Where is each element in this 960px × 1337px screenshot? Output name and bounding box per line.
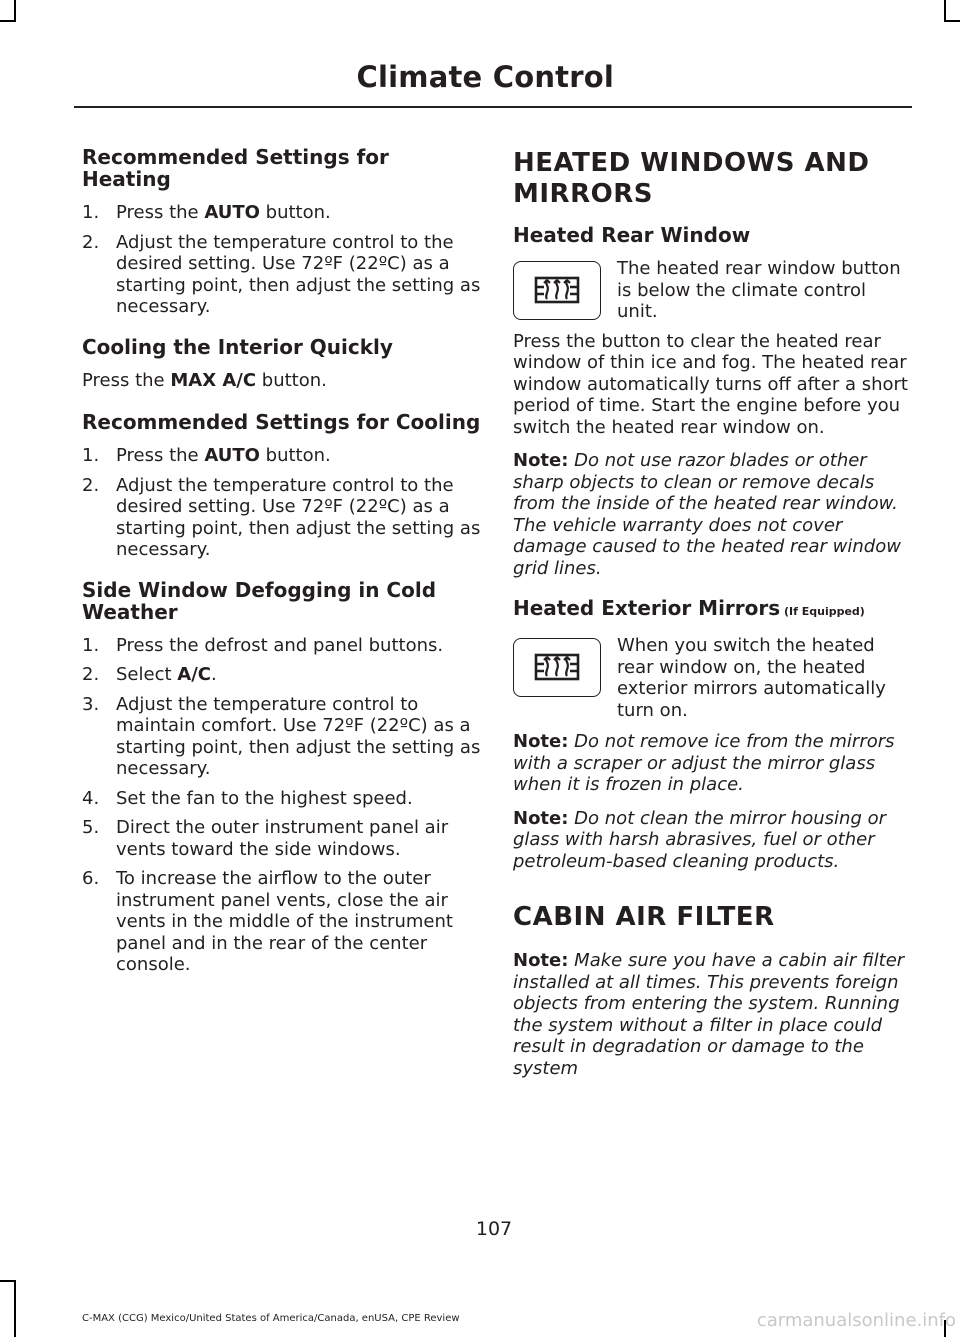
section-heading: Heated Exterior Mirrors (If Equipped)	[513, 596, 865, 620]
crop-mark	[0, 20, 16, 22]
section-heading: Recommended Settings for Cooling	[82, 410, 481, 434]
paragraph: Press the MAX A/C button.	[82, 369, 327, 391]
icon-text-row	[513, 635, 909, 721]
section-heading: Recommended Settings for Heating	[82, 145, 389, 191]
rear-window-defrost-icon	[513, 261, 601, 320]
section-heading: Cooling the Interior Quickly	[82, 334, 393, 359]
document-info: C-MAX (CCG) Mexico/United States of America/Canada, enUSA, CPE Review	[82, 1313, 460, 1324]
crop-mark	[14, 0, 16, 22]
list-item: 1. Press the AUTO button.	[82, 445, 331, 466]
watermark: carmanualsonline.info	[756, 1310, 956, 1331]
chapter-heading: HEATED WINDOWS AND MIRRORS	[513, 148, 870, 209]
icon-description: The heated rear window button is below the climate control unit.	[617, 258, 901, 322]
numbered-list	[82, 635, 482, 976]
ui-button-name: AUTO	[204, 202, 260, 223]
page-number: 107	[475, 1218, 513, 1240]
list-item: 5. Direct the outer instrument panel air vents toward the side windows.	[82, 817, 449, 860]
page-title: Climate Control	[356, 60, 614, 94]
right-column	[513, 148, 909, 1091]
note: Note: Do not remove ice from the mirrors with a scraper or adjust the mirror glass when it is frozen in place.	[513, 731, 895, 795]
numbered-list	[82, 445, 482, 561]
crop-mark	[944, 20, 960, 22]
section-heading: Heated Rear Window	[513, 223, 751, 247]
list-item: 1. Press the AUTO button.	[82, 202, 331, 223]
note: Note: Do not use razor blades or other sharp objects to clean or remove decals from the inside of the heated rear window. The vehicle warranty does not cover damage caused to the heated rear window grid lines.	[513, 450, 901, 579]
ui-button-name: MAX A/C	[170, 369, 257, 391]
list-item: 3. Adjust the temperature control to maintain comfort. Use 72ºF (22ºC) as a starting point, then adjust the setting as necessary.	[82, 693, 481, 779]
left-column	[82, 146, 482, 994]
crop-mark	[944, 0, 946, 22]
list-item: 6. To increase the airflow to the outer instrument panel vents, close the air vents in the middle of the instrument panel and in the rear of the center console.	[82, 868, 453, 975]
ui-button-name: A/C	[177, 664, 211, 685]
list-item: 2. Adjust the temperature control to the desired setting. Use 72ºF (22ºC) as a starting point, then adjust the setting as necessary.	[82, 474, 481, 560]
crop-mark	[0, 1280, 16, 1282]
crop-mark	[14, 1280, 16, 1337]
chapter-heading: CABIN AIR FILTER	[513, 902, 775, 932]
note: Note: Make sure you have a cabin air filter installed at all times. This prevents foreign objects from entering the system. Running the system without a filter in place could result in degradation or damage to the system	[513, 950, 905, 1079]
icon-text-row	[513, 258, 909, 323]
note: Note: Do not clean the mirror housing or glass with harsh abrasives, fuel or other petroleum-based cleaning products.	[513, 807, 887, 872]
list-item: 2. Select A/C.	[82, 664, 217, 685]
list-item: 1. Press the defrost and panel buttons.	[82, 634, 444, 656]
numbered-list	[82, 202, 482, 318]
ui-button-name: AUTO	[204, 445, 260, 466]
list-item: 4. Set the fan to the highest speed.	[82, 787, 413, 809]
section-heading: Side Window Defogging in Cold Weather	[82, 577, 437, 624]
list-item: 2. Adjust the temperature control to the desired setting. Use 72ºF (22ºC) as a starting point, then adjust the setting as necessary.	[82, 231, 481, 317]
rear-window-defrost-icon	[513, 638, 601, 697]
paragraph: Press the button to clear the heated rear window of thin ice and fog. The heated rear window automatically turns off after a short period of time. Start the engine before you switch the heated rear window on.	[513, 330, 908, 438]
icon-description: When you switch the heated rear window on, the heated exterior mirrors automatically turn on.	[617, 635, 886, 721]
header-divider	[74, 106, 912, 108]
